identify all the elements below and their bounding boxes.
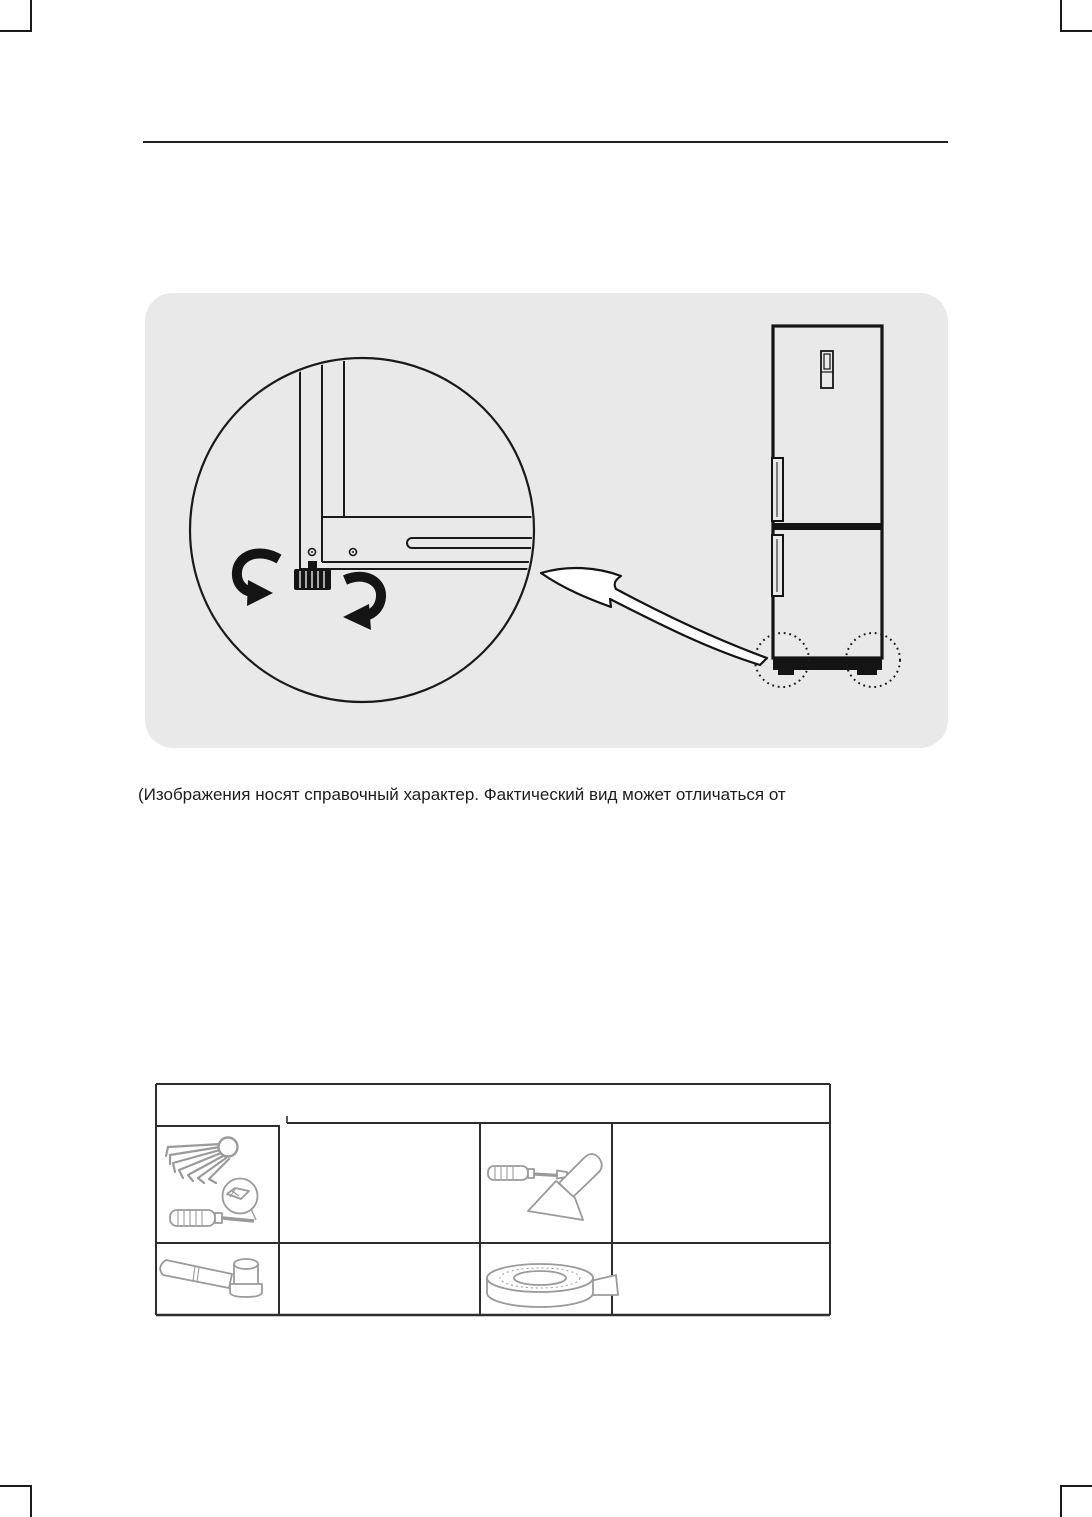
figure-panel xyxy=(145,293,948,748)
tools-table xyxy=(150,1080,840,1320)
mallet-icon xyxy=(160,1259,262,1297)
section-divider-rule xyxy=(143,141,948,143)
flat-screwdriver-icon xyxy=(488,1166,567,1180)
tape-roll-icon xyxy=(487,1264,618,1307)
allen-key-set-icon xyxy=(166,1138,238,1184)
phillips-tip xyxy=(227,1188,249,1199)
screw-hole xyxy=(352,551,354,553)
figure-caption: (Изображения носят справочный характер. Фактический вид может отличаться от xyxy=(138,785,786,804)
figure-panel-background xyxy=(145,293,948,748)
crop-mark-bottom-left xyxy=(0,1485,32,1517)
crop-mark-top-left xyxy=(0,0,32,32)
middle-divider xyxy=(773,523,882,530)
crop-mark-top-right xyxy=(1060,0,1092,32)
phillips-screwdriver-icon xyxy=(170,1179,258,1227)
upper-door-handle xyxy=(772,458,783,521)
putty-knife-icon xyxy=(528,1154,602,1220)
lower-door-handle xyxy=(772,535,783,596)
screw-hole xyxy=(311,551,313,553)
crop-mark-bottom-right xyxy=(1060,1485,1092,1517)
